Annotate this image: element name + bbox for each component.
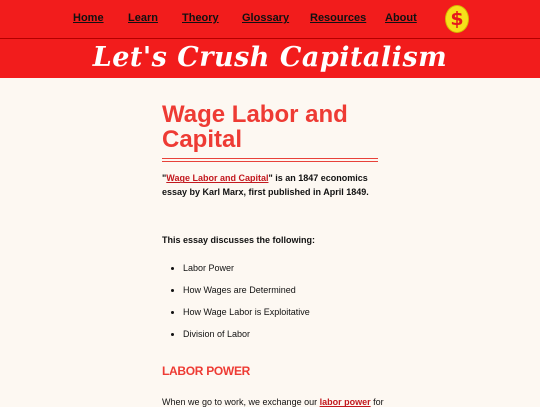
list-item: • Division of Labor bbox=[183, 327, 378, 349]
nav-glossary-link[interactable]: Glossary bbox=[242, 12, 290, 24]
list-item: • How Wages are Determined bbox=[183, 283, 378, 305]
intro-paragraph bbox=[162, 171, 378, 199]
list-item: • Labor Power bbox=[183, 261, 378, 283]
labor-power-link[interactable]: labor power bbox=[319, 397, 371, 407]
nav-theory-link[interactable]: Theory bbox=[182, 12, 219, 24]
dollar-coin-icon[interactable]: $ bbox=[445, 5, 469, 33]
nav-home-link[interactable]: Home bbox=[73, 12, 104, 24]
intro-text: " is an 1847 economics essay by Karl Marx, first published in April 1849. bbox=[162, 173, 369, 198]
labor-power-paragraph bbox=[162, 397, 384, 407]
para-text-end: for bbox=[370, 397, 384, 407]
section-heading-labor-power: LABOR POWER bbox=[162, 364, 251, 379]
title-divider bbox=[162, 158, 378, 162]
topics-list bbox=[162, 261, 378, 349]
list-item: • How Wage Labor is Exploitative bbox=[183, 305, 378, 327]
para-text-start: When we go to work, we exchange our bbox=[162, 397, 320, 407]
article bbox=[162, 78, 384, 407]
topics-lead-text: This essay discusses the following: bbox=[162, 235, 316, 246]
essay-link[interactable]: Wage Labor and Capital bbox=[166, 173, 269, 184]
nav-learn-link[interactable]: Learn bbox=[128, 12, 158, 24]
nav-resources-link[interactable]: Resources bbox=[310, 12, 367, 24]
site-banner-title: Let's Crush Capitalism bbox=[0, 39, 540, 78]
nav-about-link[interactable]: About bbox=[385, 12, 417, 24]
top-nav bbox=[0, 0, 540, 39]
intro-quote-open: " bbox=[162, 173, 167, 184]
page-title: Wage Labor and Capital bbox=[162, 101, 348, 154]
